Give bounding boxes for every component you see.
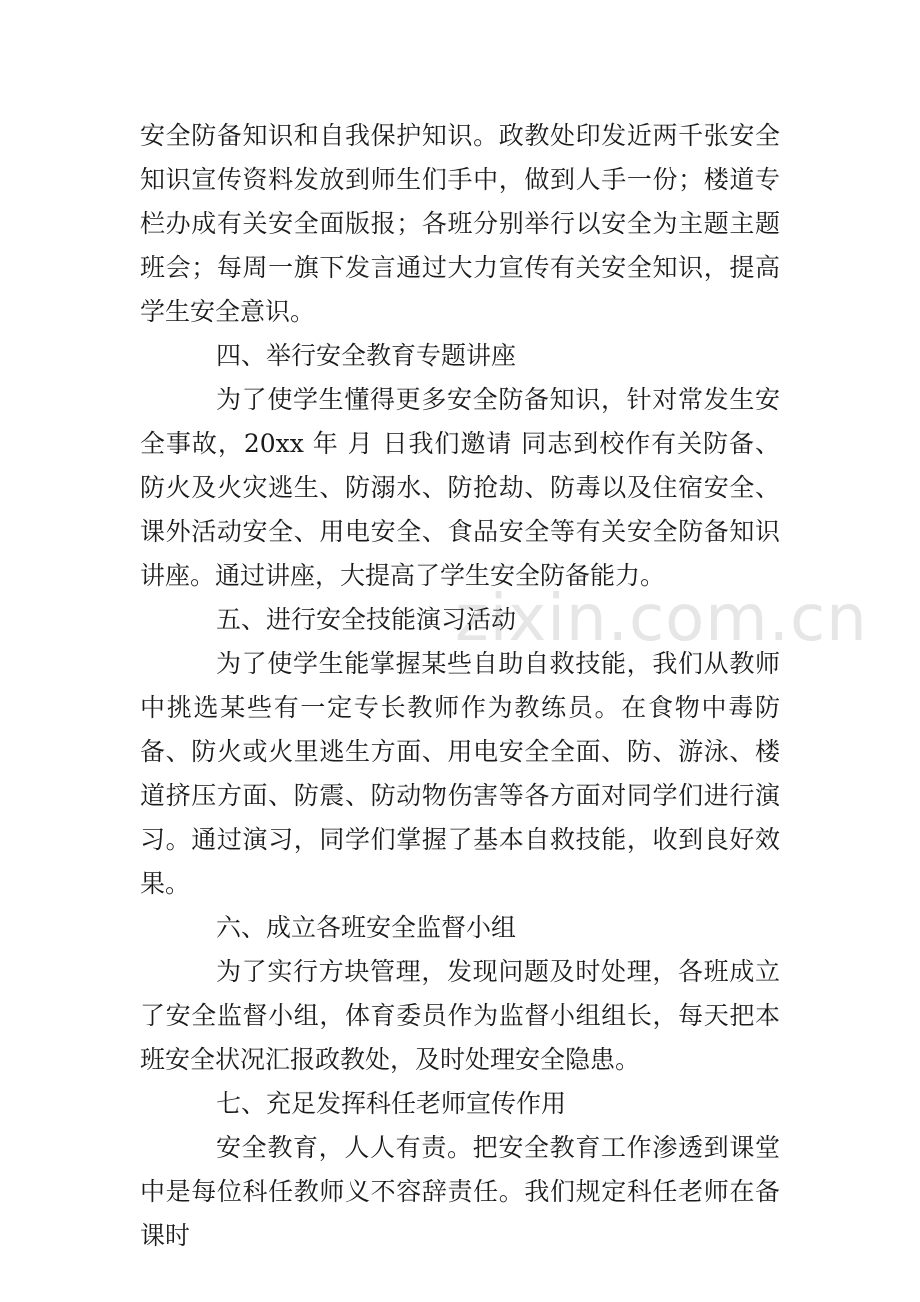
heading-section-7: 七、充足发挥科任老师宣传作用 — [216, 1089, 567, 1118]
paragraph-teachers: 安全教育，人人有责。把安全教育工作渗透到课堂中是每位科任教师义不容辞责任。我们规定科任老师在备课时 — [140, 1133, 780, 1250]
paragraph-supervision: 为了实行方块管理，发现问题及时处理，各班成立了安全监督小组，体育委员作为监督小组组长，每天把本班安全状况汇报政教处，及时处理安全隐患。 — [140, 957, 780, 1074]
heading-section-4: 四、举行安全教育专题讲座 — [216, 341, 517, 370]
paragraph-drill: 为了使学生能掌握某些自助自救技能，我们从教师中挑选某些有一定专长教师作为教练员。在食物中毒防备、防火或火里逃生方面、用电安全全面、防、游泳、楼道挤压方面、防震、防动物伤害等各方面对同学们进行演习。通过演习，同学们掌握了基本自救技能，收到良好效果。 — [140, 649, 780, 898]
paragraph-lecture: 为了使学生懂得更多安全防备知识，针对常发生安全事故，20xx 年 月 日我们邀请 同志到校作有关防备、防火及火灾逃生、防溺水、防抢劫、防毒以及住宿安全、课外活动安全、用电安全、食品安全等有关安全防备知识讲座。通过讲座，大提高了学生安全防备能力。 — [140, 385, 780, 590]
heading-section-6: 六、成立各班安全监督小组 — [216, 913, 517, 942]
document-body — [140, 114, 780, 1258]
watermark: zixin.com.cn — [455, 582, 868, 656]
paragraph-safety-knowledge: 安全防备知识和自我保护知识。政教处印发近两千张安全知识宣传资料发放到师生们手中，做到人手一份；楼道专栏办成有关安全面版报；各班分别举行以安全为主题主题班会；每周一旗下发言通过大力宣传有关安全知识，提高学生安全意识。 — [140, 121, 780, 326]
heading-section-5: 五、进行安全技能演习活动 — [216, 605, 517, 634]
